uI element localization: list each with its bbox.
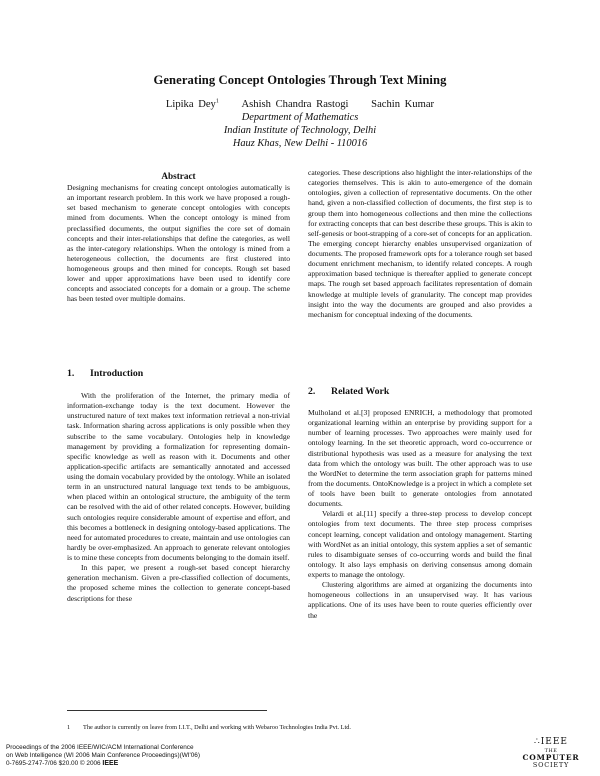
ieee-logo-icon: ∴IEEE bbox=[534, 737, 568, 747]
paragraph: categories. These descriptions also highlight the inter-relationships of the categories themselves. This is akin to auto-emergence of the domain ontologies, given a collection of representative documents. On the other hand, given a non-classified collection of documents, the first step is to group them into homogeneous collections and then mine the collections for extracting concepts that can best describe these groups. This is akin to self-genesis or boot-strapping of a core-set of concepts for an application. The emerging concept hierarchy enables unsupervised organization of documents. The proposed framework opts for a tolerance rough set based document enrichment mechanism, to identify related concepts. A rough approximation based technique is thereafter applied to generate concept maps. The rough set based approach facilitates representation of domain knowledge at multiple levels of granularity. The concept map provides insight into the way the documents are grouped and also provides a mechanism for conceptual indexing of the documents. bbox=[308, 168, 532, 319]
logo-line-computer: COMPUTER bbox=[522, 753, 580, 762]
proceedings-isbn: 0-7695-2747-7/06 $20.00 © 2006 bbox=[6, 759, 101, 767]
paragraph: Mulholand et al.[3] proposed ENRICH, a methodology that promoted organizational learning within an enterprise by providing support for a number of learning processes. Two approaches were mainly used for ontology learning. In the set theoretic approach, word co-occurrence or distributional hypothesis was used as a measure for analysing the text data from which the ontology was built. The other approach was to use the WordNet to determine the term association graph for patterns mined from the documents. OntoKnowledge is a project in which a complete set of tools have been built to generate ontologies from annotated documents. bbox=[308, 408, 532, 509]
proceedings-line-1: Proceedings of the 2006 IEEE/WIC/ACM International Conference bbox=[6, 744, 194, 751]
author-list bbox=[0, 98, 600, 110]
footnote-text: The author is currently on leave from I.I.T., Delhi and working with Webaroo Technologies India Pvt. Ltd. bbox=[83, 724, 352, 731]
author-footnote-mark: 1 bbox=[215, 98, 219, 104]
logo-line-the: THE bbox=[544, 748, 558, 754]
footnote bbox=[67, 724, 537, 732]
proceedings-line-3 bbox=[6, 760, 346, 768]
author-2: Ashish Chandra Rastogi bbox=[241, 98, 349, 110]
section-heading-related-work bbox=[308, 386, 389, 397]
author-1 bbox=[166, 99, 219, 110]
section-number: 2. bbox=[308, 386, 316, 397]
section-title: Related Work bbox=[331, 386, 390, 397]
paragraph: In this paper, we present a rough-set based concept hierarchy generation mechanism. Given a pre-classified collection of documents, the proposed scheme mines the collection to generate concept-based descriptions for these bbox=[67, 563, 290, 603]
affiliation-department: Department of Mathematics bbox=[241, 112, 359, 123]
introduction-body bbox=[67, 391, 290, 604]
proceedings-info bbox=[6, 744, 346, 768]
paragraph: With the proliferation of the Internet, the primary media of information-exchange today is the text document. However the unstructured nature of text makes text information retrieval a non-trivial task. Information sharing across applications is only possible when they subscribe to the same vocabulary. Ontologies help in knowledge management by providing a formalization for representing domain-specific knowledge as well as reason with it. Documents and other application-specific artifacts are semantically annotated and accessed using the domain vocabulary provided by the ontology. While an isolated term in an unstructured natural language text tends to be ambiguous, when placed within an ontological structure, the ambiguity of the term can be resolved with the aid of other related concepts. However, building such ontologies require considerable amount of expertise and effort, and this becomes a bottleneck in designing ontology-based applications. The need for automated procedures to create, maintain and use ontologies can hardly be over-emphasized. An approach to generate relevant ontologies is to mine these concepts from documents belonging to the domain itself. bbox=[67, 391, 290, 562]
abstract-heading: Abstract bbox=[161, 171, 196, 181]
section-title: Introduction bbox=[90, 368, 144, 379]
computer-society-logo bbox=[517, 736, 585, 774]
affiliation-institute: Indian Institute of Technology, Delhi bbox=[223, 125, 377, 136]
author-3: Sachin Kumar bbox=[371, 98, 435, 110]
logo-line-society: SOCIETY bbox=[532, 761, 570, 769]
paper-title: Generating Concept Ontologies Through Text Mining bbox=[153, 73, 447, 87]
paragraph: Clustering algorithms are aimed at organizing the documents into homogeneous collections in an unsupervised way. It has various applications. One of its uses have been to route queries efficiently over the bbox=[308, 580, 532, 620]
abstract-body bbox=[67, 183, 290, 305]
proceedings-line-2: on Web Intelligence (WI 2006 Main Conference Proceedings)(WI'06) bbox=[6, 751, 200, 759]
footnote-number: 1 bbox=[67, 724, 71, 731]
abstract-text: Designing mechanisms for creating concept ontologies automatically is an important research problem. In this work we have proposed a rough-set based mechanism to generate concept ontologies with concepts mined from documents. When the concept ontology is mined from preclassified documents, the output signifies the core set of domain concepts and their inter-relationships that define the categories, as well as the inter-category relationships. When the ontology is mined from a heterogeneous collection, the documents are first clustered into homogeneous groups and then mined for concepts. Rough set based lower and upper approximations have been used to identify core concepts and associated concepts for a domain or a group. The scheme has been tested over multiple domains. bbox=[67, 183, 290, 304]
section-number: 1. bbox=[67, 368, 75, 379]
paragraph: Velardi et al.[11] specify a three-step process to develop concept ontologies from text documents. The three step process comprises concept learning, concept validation and ontology management. Starting with WordNet as an initial ontology, this system applies a set of semantic rules to disambiguate senses of co-occurring words and build the final ontology. It also lays emphasis on deriving consensus among domain experts to manage the ontology. bbox=[308, 509, 532, 579]
footnote-divider bbox=[67, 710, 267, 711]
introduction-continued-body bbox=[308, 168, 532, 320]
author-name: Lipika Dey bbox=[165, 98, 216, 110]
related-work-body bbox=[308, 408, 532, 621]
ieee-label: IEEE bbox=[102, 759, 119, 767]
affiliation-address: Hauz Khas, New Delhi - 110016 bbox=[232, 138, 368, 149]
section-heading-introduction bbox=[67, 368, 143, 379]
